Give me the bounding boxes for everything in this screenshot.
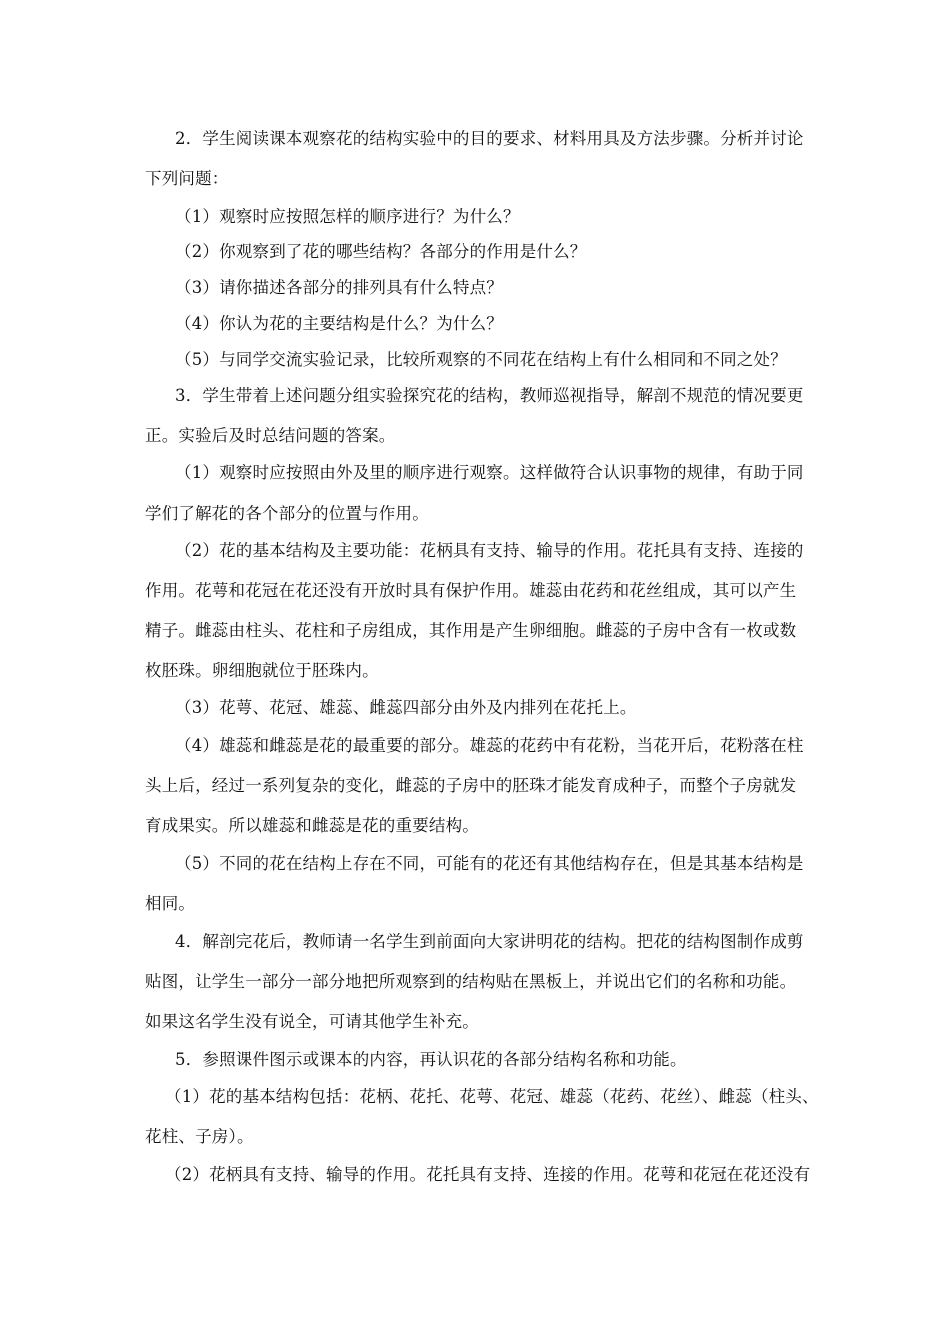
question-5: （5）与同学交流实验记录，比较所观察的不同花在结构上有什么相同和不同之处？ [175,350,787,369]
question-1: （1）观察时应按照怎样的顺序进行？为什么？ [175,207,520,226]
paragraph-4-line-2: 贴图，让学生一部分一部分地把所观察到的结构贴在黑板上，并说出它们的名称和功能。 [145,972,797,991]
paragraph-3-line-2: 正。实验后及时总结问题的答案。 [145,426,396,445]
paragraph-2-line-2: 下列问题： [145,169,229,188]
answer-4-line-3: 育成果实。所以雄蕊和雌蕊是花的重要结构。 [145,816,479,835]
answer-2-line-1: （2）花的基本结构及主要功能：花柄具有支持、输导的作用。花托具有支持、连接的 [175,541,804,560]
answer-1-line-1: （1）观察时应按照由外及里的顺序进行观察。这样做符合认识事物的规律，有助于同 [175,463,804,482]
paragraph-2-line-1: 2．学生阅读课本观察花的结构实验中的目的要求、材料用具及方法步骤。分析并讨论 [175,129,804,148]
answer-2-line-3: 精子。雌蕊由柱头、花柱和子房组成，其作用是产生卵细胞。雌蕊的子房中含有一枚或数 [145,621,797,640]
answer-2-line-4: 枚胚珠。卵细胞就位于胚珠内。 [145,661,379,680]
answer-1-line-2: 学们了解花的各个部分的位置与作用。 [145,504,429,523]
paragraph-3-line-1: 3．学生带着上述问题分组实验探究花的结构，教师巡视指导，解剖不规范的情况要更 [175,386,804,405]
answer-4-line-2: 头上后，经过一系列复杂的变化，雌蕊的子房中的胚珠才能发育成种子，而整个子房就发 [145,776,797,795]
paragraph-4-line-3: 如果这名学生没有说全，可请其他学生补充。 [145,1012,479,1031]
answer-3: （3）花萼、花冠、雄蕊、雌蕊四部分由外及内排列在花托上。 [175,698,637,717]
question-3: （3）请你描述各部分的排列具有什么特点？ [175,278,503,297]
paragraph-5: 5．参照课件图示或课本的内容，再认识花的各部分结构名称和功能。 [175,1050,687,1069]
answer-4-line-1: （4）雄蕊和雌蕊是花的最重要的部分。雄蕊的花药中有花粉，当花开后，花粉落在柱 [175,736,804,755]
point-1-line-1: （1）花的基本结构包括：花柄、花托、花萼、花冠、雄蕊（花药、花丝）、雌蕊（柱头、 [165,1087,819,1106]
answer-5-line-2: 相同。 [145,894,196,913]
answer-5-line-1: （5）不同的花在结构上存在不同，可能有的花还有其他结构存在，但是其基本结构是 [175,854,804,873]
question-4: （4）你认为花的主要结构是什么？为什么？ [175,314,503,333]
question-2: （2）你观察到了花的哪些结构？各部分的作用是什么？ [175,242,587,261]
answer-2-line-2: 作用。花萼和花冠在花还没有开放时具有保护作用。雄蕊由花药和花丝组成，其可以产生 [145,581,797,600]
point-1-line-2: 花柱、子房）。 [145,1127,254,1146]
point-2-line-1: （2）花柄具有支持、输导的作用。花托具有支持、连接的作用。花萼和花冠在花还没有 [165,1165,811,1184]
paragraph-4-line-1: 4．解剖完花后，教师请一名学生到前面向大家讲明花的结构。把花的结构图制作成剪 [175,932,804,951]
